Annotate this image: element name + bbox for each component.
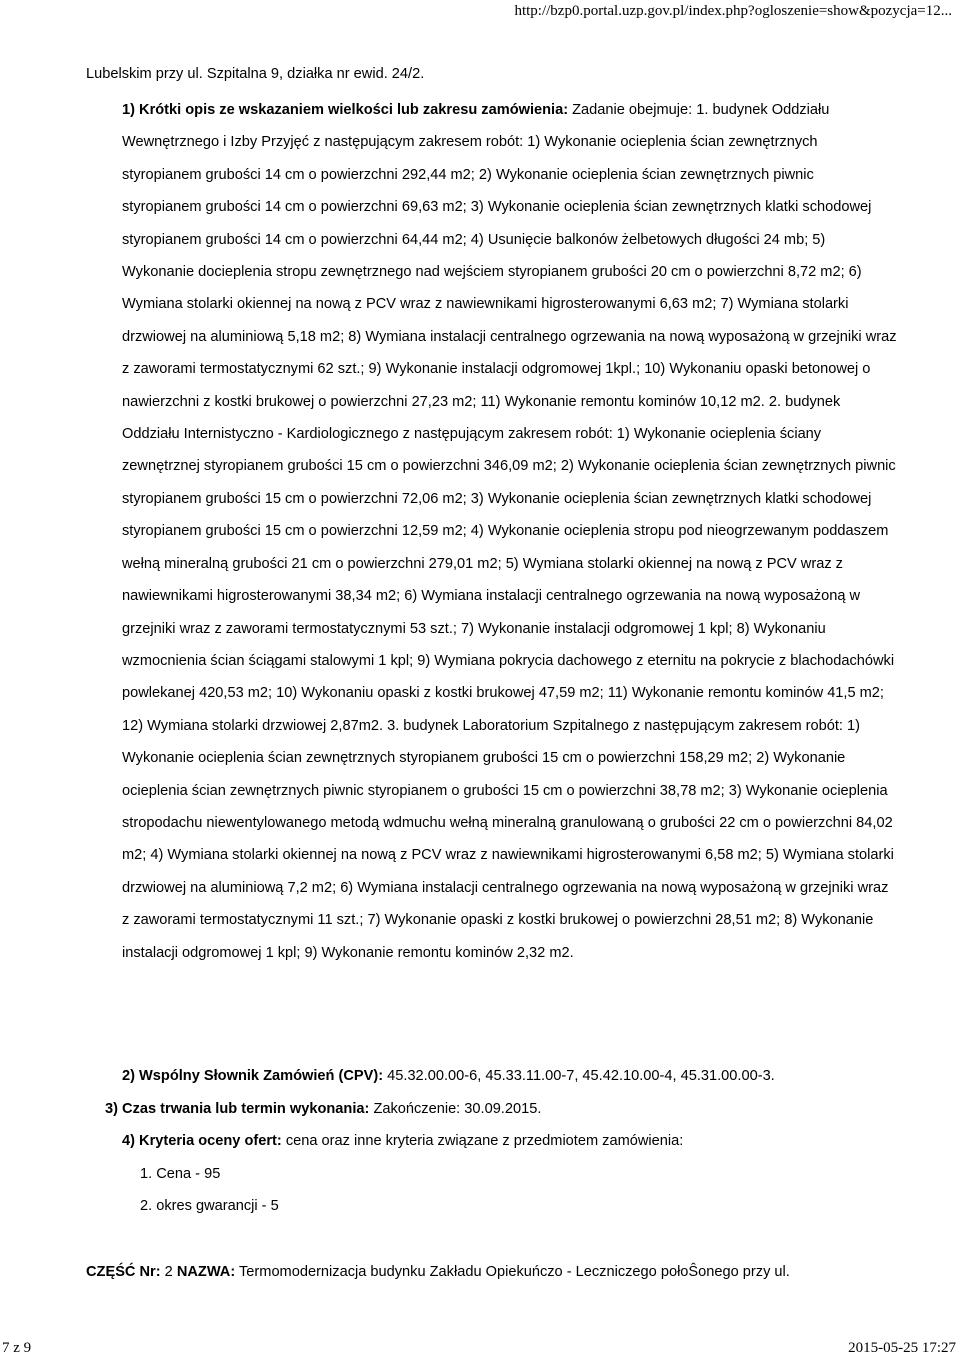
- criteria-line: [122, 1133, 683, 1149]
- criteria-label: 4) Kryteria oceny ofert:: [122, 1133, 282, 1149]
- criteria-item: 2. okres gwarancji - 5: [140, 1198, 279, 1214]
- page-number: 7 z 9: [2, 1340, 32, 1356]
- part-number: 2: [164, 1264, 173, 1280]
- cpv-codes: 45.32.00.00-6, 45.33.11.00-7, 45.42.10.00-4, 45.31.00.00-3.: [387, 1068, 775, 1084]
- cpv-label: 2) Wspólny Słownik Zamówień (CPV):: [122, 1068, 384, 1084]
- part-label: CZĘŚĆ Nr:: [86, 1264, 161, 1280]
- order-description: [122, 94, 897, 969]
- duration-line: [105, 1101, 541, 1117]
- page-url: http://bzp0.portal.uzp.gov.pl/index.php?ogloszenie=show&pozycja=12...: [514, 3, 952, 19]
- part-name-label: NAZWA:: [176, 1264, 236, 1280]
- cpv-line: [122, 1068, 775, 1084]
- duration-value: Zakończenie: 30.09.2015.: [373, 1101, 542, 1117]
- duration-label: 3) Czas trwania lub termin wykonania:: [105, 1101, 370, 1117]
- description-text: Zadanie obejmuje: 1. budynek Oddziału Wewnętrznego i Izby Przyjęć z następującym zakresem robót: 1) Wykonanie ocieplenia ścian zewnętrznych styropianem grubości 14 cm o powierzchni 292,44 m2; 2) Wykonanie ocieplenia ścian zewnętrznych piwnic styropianem grubości 14 cm o powierzchni 69,63 m2; 3) Wykonanie ocieplenia ścian zewnętrznych klatki schodowej styropianem grubości 14 cm o powierzchni 64,44 m2; 4) Usunięcie balkonów żelbetowych długości 24 mb; 5) Wykonanie docieplenia stropu zewnętrznego nad wejściem styropianem grubości 20 cm o powierzchni 8,72 m2; 6) Wymiana stolarki okiennej na nową z PCV wraz z nawiewnikami higrosterowanymi 6,63 m2; 7) Wymiana stolarki drzwiowej na aluminiową 5,18 m2; 8) Wymiana instalacji centralnego ogrzewania na nową wyposażoną w grzejniki wraz z zaworami termostatycznymi 62 szt.; 9) Wykonanie instalacji odgromowej 1kpl.; 10) Wykonaniu opaski betonowej o nawierzchni z kostki brukowej o powierzchni 27,23 m2; 11) Wykonanie remontu kominów 10,12 m2. 2. budynek Oddziału Internistyczno - Kardiologicznego z następującym zakresem robót: 1) Wykonanie ocieplenia ściany zewnętrznej styropianem grubości 15 cm o powierzchni 346,09 m2; 2) Wykonanie ocieplenia ścian zewnętrznych piwnic styropianem grubości 15 cm o powierzchni 72,06 m2; 3) Wykonanie ocieplenia ścian zewnętrznych klatki schodowej styropianem grubości 15 cm o powierzchni 12,59 m2; 4) Wykonanie ocieplenia stropu pod nieogrzewanym poddaszem wełną mineralną grubości 21 cm o powierzchni 279,01 m2; 5) Wymiana stolarki okiennej na nową z PCV wraz z nawiewnikami higrosterowanymi 38,34 m2; 6) Wymiana instalacji centralnego ogrzewania na nową wyposażoną w grzejniki wraz z zaworami termostatycznymi 53 szt.; 7) Wykonanie instalacji odgromowej 1 kpl; 8) Wykonaniu wzmocnienia ścian ściągami stalowymi 1 kpl; 9) Wymiana pokrycia dachowego z eternitu na pokrycie z blachodachówki powlekanej 420,53 m2; 10) Wykonaniu opaski z kostki brukowej 47,59 m2; 11) Wykonanie remontu kominów 41,5 m2; 12) Wymiana stolarki drzwiowej 2,87m2. 3. budynek Laboratorium Szpitalnego z następującym zakresem robót: 1) Wykonanie ocieplenia ścian zewnętrznych styropianem grubości 15 cm o powierzchni 158,29 m2; 2) Wykonanie ocieplenia ścian zewnętrznych piwnic styropianem o grubości 15 cm o powierzchni 38,78 m2; 3) Wykonanie ocieplenia stropodachu niewentylowanego metodą wdmuchu wełną mineralną granulowaną o grubości 22 cm o powierzchni 84,02 m2; 4) Wymiana stolarki okiennej na nową z PCV wraz z nawiewnikami higrosterowanymi 6,58 m2; 5) Wymiana stolarki drzwiowej na aluminiową 7,2 m2; 6) Wymiana instalacji centralnego ogrzewania na nową wyposażoną w grzejniki wraz z zaworami termostatycznymi 11 szt.; 7) Wykonanie opaski z kostki brukowej o powierzchni 28,51 m2; 8) Wykonanie instalacji odgromowej 1 kpl; 9) Wykonanie remontu kominów 2,32 m2.: [122, 102, 897, 961]
- criteria-item: 1. Cena - 95: [140, 1166, 221, 1182]
- part-name: Termomodernizacja budynku Zakładu Opiekuńczo - Leczniczego połoŜonego przy ul.: [239, 1264, 790, 1280]
- location-line: Lubelskim przy ul. Szpitalna 9, działka nr ewid. 24/2.: [86, 66, 425, 82]
- criteria-text: cena oraz inne kryteria związane z przedmiotem zamówienia:: [285, 1133, 684, 1149]
- print-datetime: 2015-05-25 17:27: [848, 1340, 956, 1356]
- description-label: 1) Krótki opis ze wskazaniem wielkości lub zakresu zamówienia:: [122, 102, 569, 118]
- part-line: [86, 1264, 790, 1280]
